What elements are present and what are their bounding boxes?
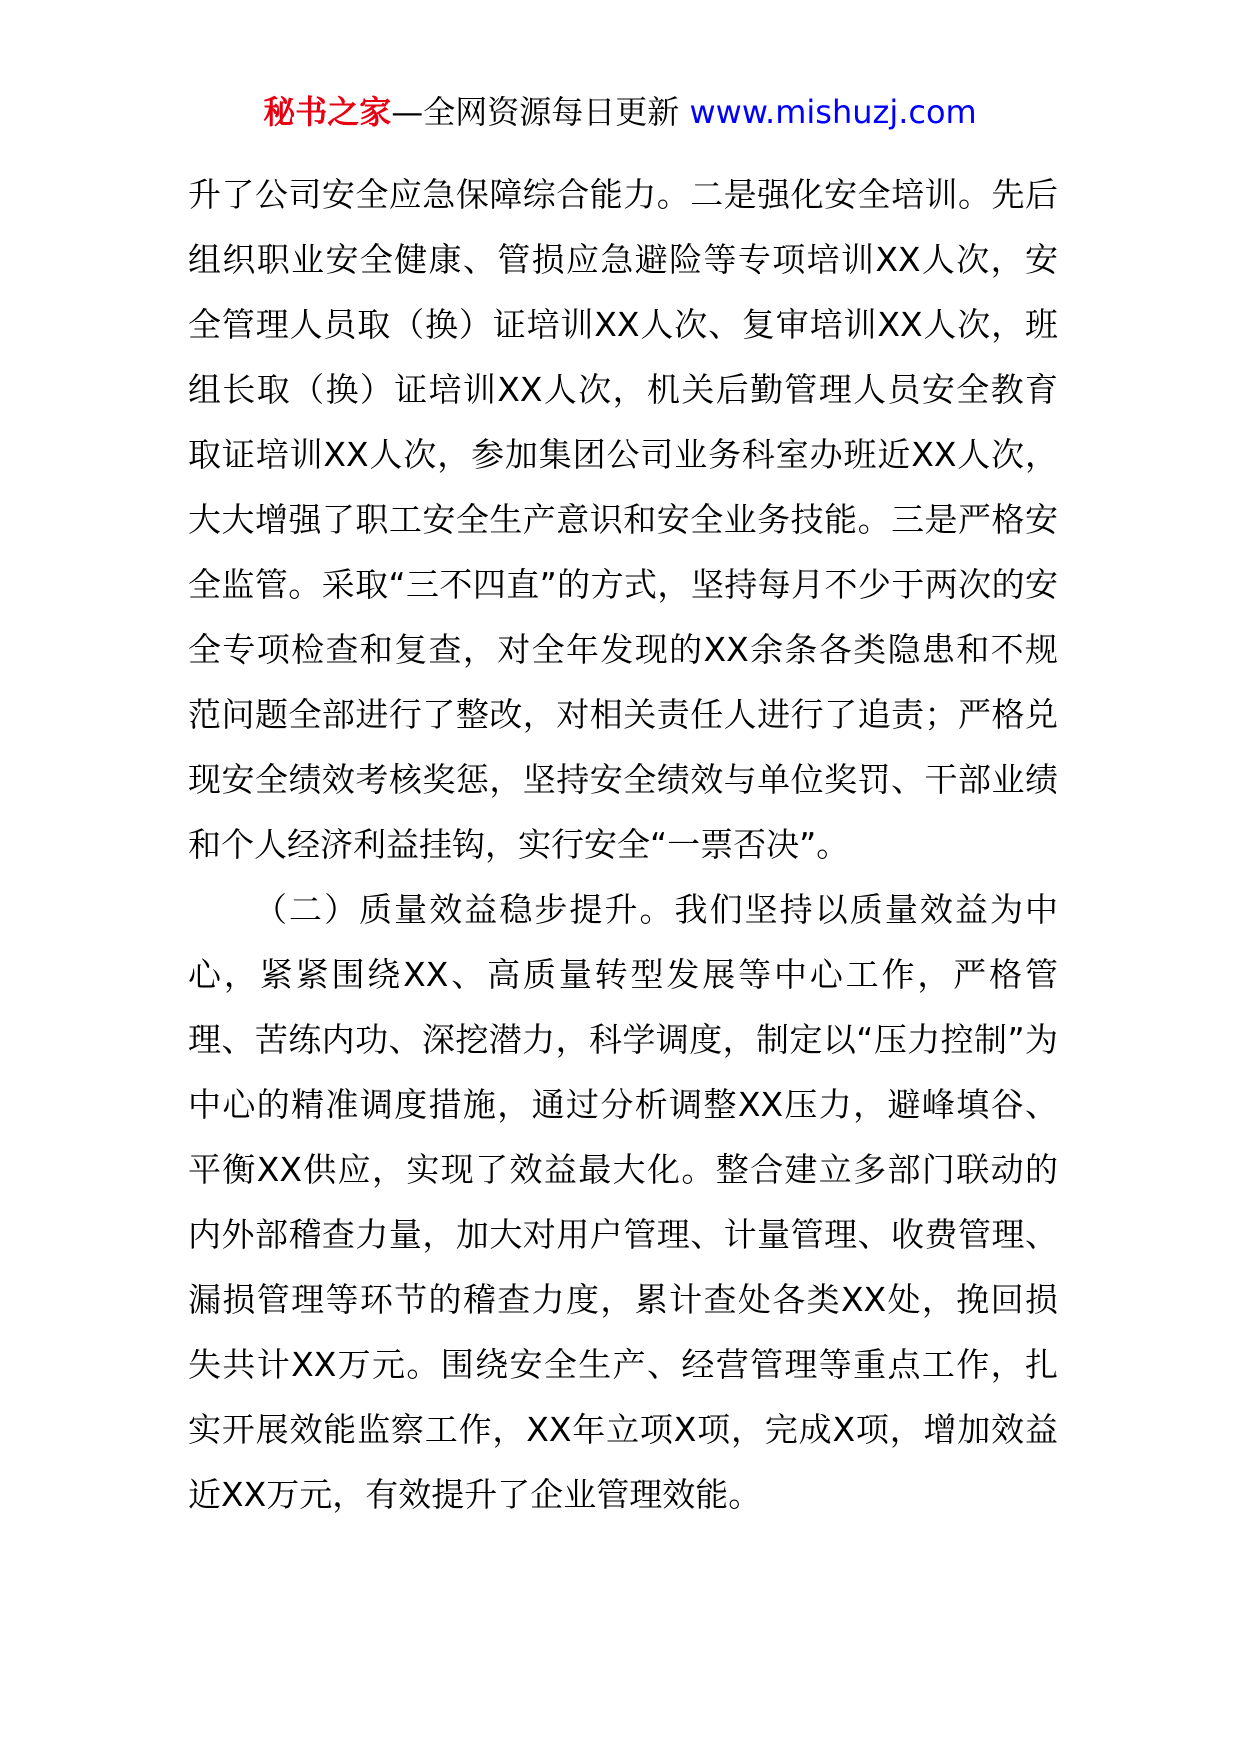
document-body <box>188 162 1058 1527</box>
paragraph-safety-training: 升了公司安全应急保障综合能力。二是强化安全培训。先后组织职业安全健康、管损应急避险等专项培训XX人次，安全管理人员取（换）证培训XX人次、复审培训XX人次，班组长取（换）证培训XX人次，机关后勤管理人员安全教育取证培训XX人次，参加集团公司业务科室办班近XX人次，大大增强了职工安全生产意识和安全业务技能。三是严格安全监管。采取“三不四直”的方式，坚持每月不少于两次的安全专项检查和复查，对全年发现的XX余条各类隐患和不规范问题全部进行了整改，对相关责任人进行了追责；严格兑现安全绩效考核奖惩，坚持安全绩效与单位奖罚、干部业绩和个人经济利益挂钩，实行安全“一票否决”。 <box>188 175 1058 864</box>
brand-name: 秘书之家 <box>263 93 392 131</box>
page-header <box>0 92 1240 132</box>
site-url-link[interactable]: www.mishuzj.com <box>689 93 977 131</box>
header-tagline: —全网资源每日更新 <box>391 93 690 131</box>
paragraph-quality-efficiency: （二）质量效益稳步提升。我们坚持以质量效益为中心，紧紧围绕XX、高质量转型发展等中心工作，严格管理、苦练内功、深挖潜力，科学调度，制定以“压力控制”为中心的精准调度措施，通过分析调整XX压力，避峰填谷、平衡XX供应，实现了效益最大化。整合建立多部门联动的内外部稽查力量，加大对用户管理、计量管理、收费管理、漏损管理等环节的稽查力度，累计查处各类XX处，挽回损失共计XX万元。围绕安全生产、经营管理等重点工作，扎实开展效能监察工作，XX年立项X项，完成X项，增加效益近XX万元，有效提升了企业管理效能。 <box>188 890 1058 1514</box>
